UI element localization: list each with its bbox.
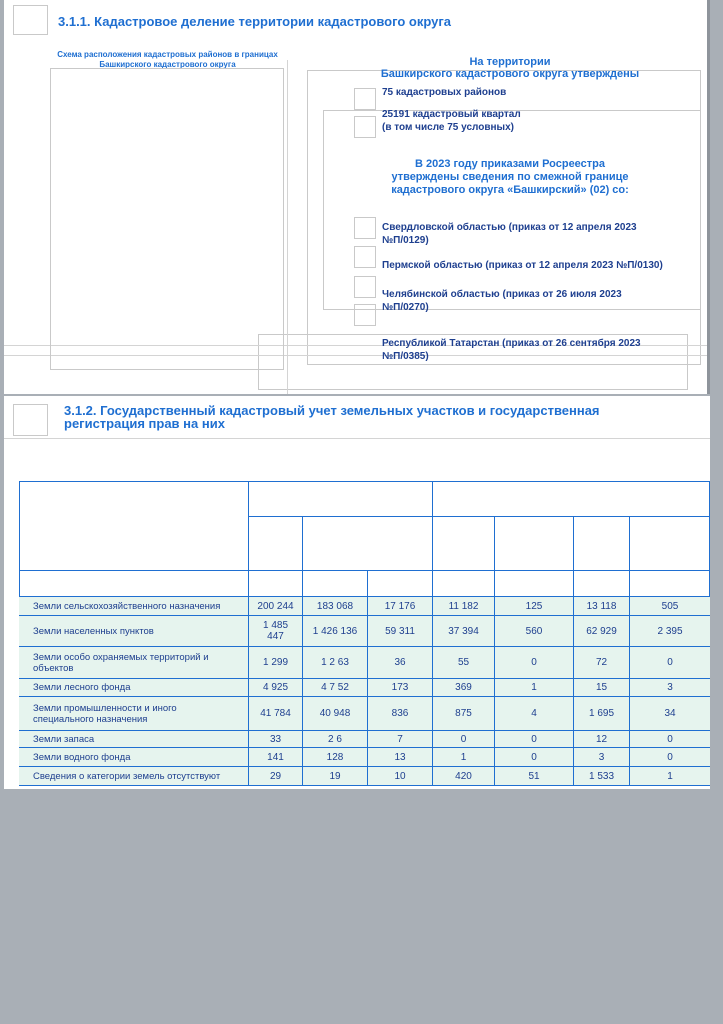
placeholder-box: [323, 110, 701, 310]
table-gridline: [494, 516, 495, 597]
value-cell: 51: [494, 767, 573, 785]
section-title: 3.1.2. Государственный кадастровый учет земельных участков и государственная регистрация прав на них: [64, 403, 600, 431]
land-category-cell: Земли промышленности и иного специального назначения: [33, 702, 177, 725]
value-cell: 369: [432, 679, 494, 696]
value-cell: 1: [432, 748, 494, 766]
land-category-cell: Земли особо охраняемых территорий и объектов: [33, 651, 209, 674]
section-title: 3.1.1. Кадастровое деление территории кадастрового округа: [58, 14, 451, 29]
table-row: [19, 697, 710, 731]
bullet-icon: [354, 246, 376, 268]
value-cell: 4 7 52: [302, 679, 367, 696]
value-cell: 15: [573, 679, 629, 696]
value-cell: 11 182: [432, 597, 494, 615]
value-cell: 55: [432, 647, 494, 678]
value-cell: 0: [494, 647, 573, 678]
value-cell: 33: [248, 731, 302, 747]
quarters-count: 25191 кадастровый квартал (в том числе 75 условных): [382, 109, 521, 133]
map-image-placeholder: [50, 68, 284, 370]
order-item: Пермской областью (приказ от 12 апреля 2023 №П/0130): [382, 260, 663, 271]
land-category-cell: Земли лесного фонда: [33, 682, 131, 693]
value-cell: 17 176: [367, 597, 432, 615]
land-category-cell: Земли населенных пунктов: [33, 625, 154, 637]
value-cell: 0: [494, 748, 573, 766]
value-cell: 40 948: [302, 697, 367, 730]
value-cell: 13: [367, 748, 432, 766]
districts-count: 75 кадастровых районов: [382, 87, 507, 98]
value-cell: 41 784: [248, 697, 302, 730]
placeholder-box: [13, 5, 48, 35]
table-header: [19, 481, 710, 597]
value-cell: 1 299: [248, 647, 302, 678]
value-cell: 141: [248, 748, 302, 766]
value-cell: 4: [494, 697, 573, 730]
value-cell: 200 244: [248, 597, 302, 615]
bullet-icon: [354, 304, 376, 326]
value-cell: 1 695: [573, 697, 629, 730]
map-caption: Схема расположения кадастровых районов в границах Башкирского кадастрового округа: [57, 50, 278, 69]
value-cell: 7: [367, 731, 432, 747]
table-row: [19, 647, 710, 679]
guide-line: [287, 60, 288, 394]
value-cell: 560: [494, 616, 573, 646]
value-cell: 4 925: [248, 679, 302, 696]
guide-line: [4, 438, 710, 439]
value-cell: 37 394: [432, 616, 494, 646]
bullet-icon: [354, 88, 376, 110]
value-cell: 36: [367, 647, 432, 678]
value-cell: 0: [629, 647, 710, 678]
value-cell: 183 068: [302, 597, 367, 615]
value-cell: 0: [629, 731, 710, 747]
value-cell: 10: [367, 767, 432, 785]
table-row: [19, 616, 710, 647]
land-category-cell: Сведения о категории земель отсутствуют: [33, 770, 221, 782]
bullet-icon: [354, 276, 376, 298]
value-cell: 19: [302, 767, 367, 785]
table-gridline: [302, 516, 303, 597]
value-cell: 0: [494, 731, 573, 747]
value-cell: 12: [573, 731, 629, 747]
value-cell: 836: [367, 697, 432, 730]
table-row: [19, 597, 710, 616]
value-cell: 1: [494, 679, 573, 696]
table-gridline: [573, 516, 574, 597]
bullet-icon: [354, 217, 376, 239]
order-item: Челябинской областью (приказ от 26 июля 2023 №П/0270): [382, 289, 622, 313]
page-edge: [707, 0, 710, 394]
value-cell: 62 929: [573, 616, 629, 646]
value-cell: 1 426 136: [302, 616, 367, 646]
value-cell: 1 485 447: [248, 616, 302, 646]
value-cell: 875: [432, 697, 494, 730]
value-cell: 1 2 63: [302, 647, 367, 678]
table-gridline: [629, 516, 630, 597]
value-cell: 0: [432, 731, 494, 747]
value-cell: 2 395: [629, 616, 710, 646]
table-gridline: [367, 570, 368, 597]
orders-heading: В 2023 году приказами Росреестра утверждены сведения по смежной границе кадастрового округа «Башкирский» (02) со:: [391, 158, 629, 196]
table-row: [19, 767, 710, 786]
value-cell: 2 6: [302, 731, 367, 747]
value-cell: 13 118: [573, 597, 629, 615]
table-gridline: [432, 481, 433, 597]
value-cell: 29: [248, 767, 302, 785]
order-item: Свердловской областью (приказ от 12 апреля 2023 №П/0129): [382, 222, 637, 246]
land-category-cell: Земли сельскохозяйственного назначения: [33, 600, 221, 612]
placeholder-box: [13, 404, 48, 436]
value-cell: 128: [302, 748, 367, 766]
value-cell: 173: [367, 679, 432, 696]
table-gridline: [248, 516, 710, 517]
value-cell: 0: [629, 748, 710, 766]
order-item: Республикой Татарстан (приказ от 26 сентября 2023 №П/0385): [382, 338, 641, 362]
value-cell: 125: [494, 597, 573, 615]
value-cell: 3: [629, 679, 710, 696]
value-cell: 420: [432, 767, 494, 785]
land-category-cell: Земли запаса: [33, 733, 95, 745]
value-cell: 3: [573, 748, 629, 766]
value-cell: 34: [629, 697, 710, 730]
value-cell: 1: [629, 767, 710, 785]
value-cell: 59 311: [367, 616, 432, 646]
territory-heading: На территории Башкирского кадастрового округа утверждены: [380, 56, 640, 80]
value-cell: 505: [629, 597, 710, 615]
value-cell: 1 533: [573, 767, 629, 785]
table-row: [19, 679, 710, 697]
value-cell: 72: [573, 647, 629, 678]
table-gridline: [248, 481, 249, 597]
bullet-icon: [354, 116, 376, 138]
table-gridline: [19, 570, 710, 571]
table-row: [19, 748, 710, 767]
land-category-cell: Земли водного фонда: [33, 751, 131, 763]
table-row: [19, 731, 710, 748]
